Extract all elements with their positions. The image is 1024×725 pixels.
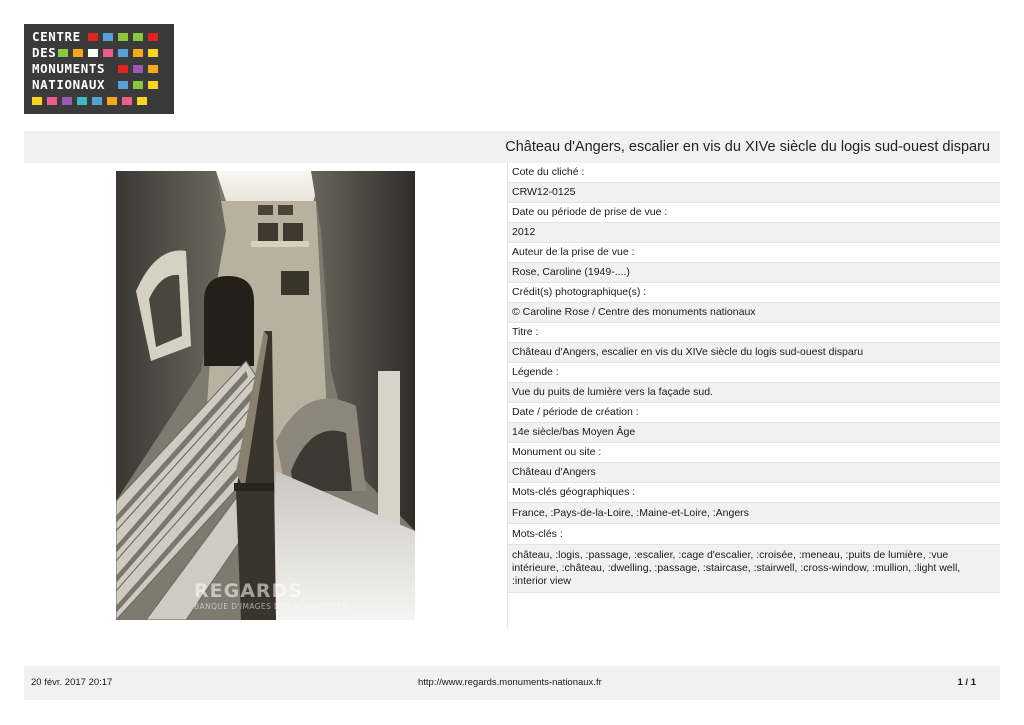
logo-line-2: DES	[32, 45, 57, 60]
monument-icon	[148, 49, 158, 57]
monument-icon	[103, 33, 113, 41]
monument-icon	[118, 65, 128, 73]
title-band	[24, 131, 1000, 163]
regards-watermark	[194, 582, 347, 611]
monument-icon	[118, 33, 128, 41]
cmn-logo	[24, 24, 174, 114]
field-value-monument: Château d'Angers	[508, 463, 1000, 483]
field-label-date-prise: Date ou période de prise de vue :	[508, 203, 1000, 223]
monument-icon	[47, 97, 57, 105]
metadata-table	[507, 163, 1000, 628]
watermark-subtext: BANQUE D'IMAGES DES MONUMENTS	[194, 602, 347, 611]
field-label-date-creation: Date / période de création :	[508, 403, 1000, 423]
logo-monument-icons-row-4	[118, 81, 158, 89]
print-date: 20 févr. 2017 20:17	[31, 677, 113, 688]
logo-line-1: CENTRE	[32, 29, 81, 44]
monument-icon	[133, 81, 143, 89]
monument-icon	[103, 49, 113, 57]
field-label-monument: Monument ou site :	[508, 443, 1000, 463]
field-value-auteur: Rose, Caroline (1949-....)	[508, 263, 1000, 283]
monument-icon	[58, 49, 68, 57]
logo-line-4: NATIONAUX	[32, 77, 106, 92]
field-label-credit: Crédit(s) photographique(s) :	[508, 283, 1000, 303]
site-url-link[interactable]: http://www.regards.monuments-nationaux.fr	[418, 677, 602, 688]
monument-icon	[133, 33, 143, 41]
staircase-photo-illustration	[116, 171, 415, 620]
monument-icon	[133, 49, 143, 57]
logo-monument-icons-row-5	[32, 97, 147, 105]
field-label-cote: Cote du cliché :	[508, 163, 1000, 183]
monument-icon	[148, 33, 158, 41]
document-title: Château d'Angers, escalier en vis du XIVe siècle du logis sud-ouest disparu	[505, 139, 990, 155]
field-value-keywords: château, :logis, :passage, :escalier, :cage d'escalier, :croisée, :meneau, :puits de lumière, :vue intérieure, :château, :dwelling, :passage, :staircase, :stairwell, :cross-window, :mullion, :light well, :interior view	[508, 545, 1000, 593]
field-label-legende: Légende :	[508, 363, 1000, 383]
monument-icon	[137, 97, 147, 105]
field-label-keywords: Mots-clés :	[508, 524, 1000, 545]
monument-icon	[118, 49, 128, 57]
field-label-geo-keywords: Mots-clés géographiques :	[508, 483, 1000, 503]
monument-icon	[32, 97, 42, 105]
monument-icon	[62, 97, 72, 105]
page-footer	[24, 666, 1000, 700]
logo-monument-icons-row-3	[118, 65, 158, 73]
monument-icon	[73, 49, 83, 57]
field-value-legende: Vue du puits de lumière vers la façade sud.	[508, 383, 1000, 403]
field-value-titre: Château d'Angers, escalier en vis du XIVe siècle du logis sud-ouest disparu	[508, 343, 1000, 363]
page-number: 1 / 1	[957, 677, 976, 688]
field-value-geo-keywords: France, :Pays-de-la-Loire, :Maine-et-Loire, :Angers	[508, 503, 1000, 524]
monument-icon	[88, 33, 98, 41]
field-label-auteur: Auteur de la prise de vue :	[508, 243, 1000, 263]
monument-icon	[133, 65, 143, 73]
field-value-date-creation: 14e siècle/bas Moyen Âge	[508, 423, 1000, 443]
field-value-credit: © Caroline Rose / Centre des monuments nationaux	[508, 303, 1000, 323]
monument-icon	[122, 97, 132, 105]
monument-photo	[116, 171, 415, 620]
field-label-titre: Titre :	[508, 323, 1000, 343]
watermark-text: REGARDS	[194, 580, 303, 602]
monument-icon	[92, 97, 102, 105]
monument-icon	[77, 97, 87, 105]
logo-monument-icons-row-1	[88, 33, 158, 41]
logo-monument-icons-row-2	[58, 49, 158, 57]
monument-icon	[148, 81, 158, 89]
monument-icon	[118, 81, 128, 89]
monument-icon	[107, 97, 117, 105]
logo-line-3: MONUMENTS	[32, 61, 106, 76]
field-value-date-prise: 2012	[508, 223, 1000, 243]
field-value-cote: CRW12-0125	[508, 183, 1000, 203]
monument-icon	[148, 65, 158, 73]
monument-icon	[88, 49, 98, 57]
